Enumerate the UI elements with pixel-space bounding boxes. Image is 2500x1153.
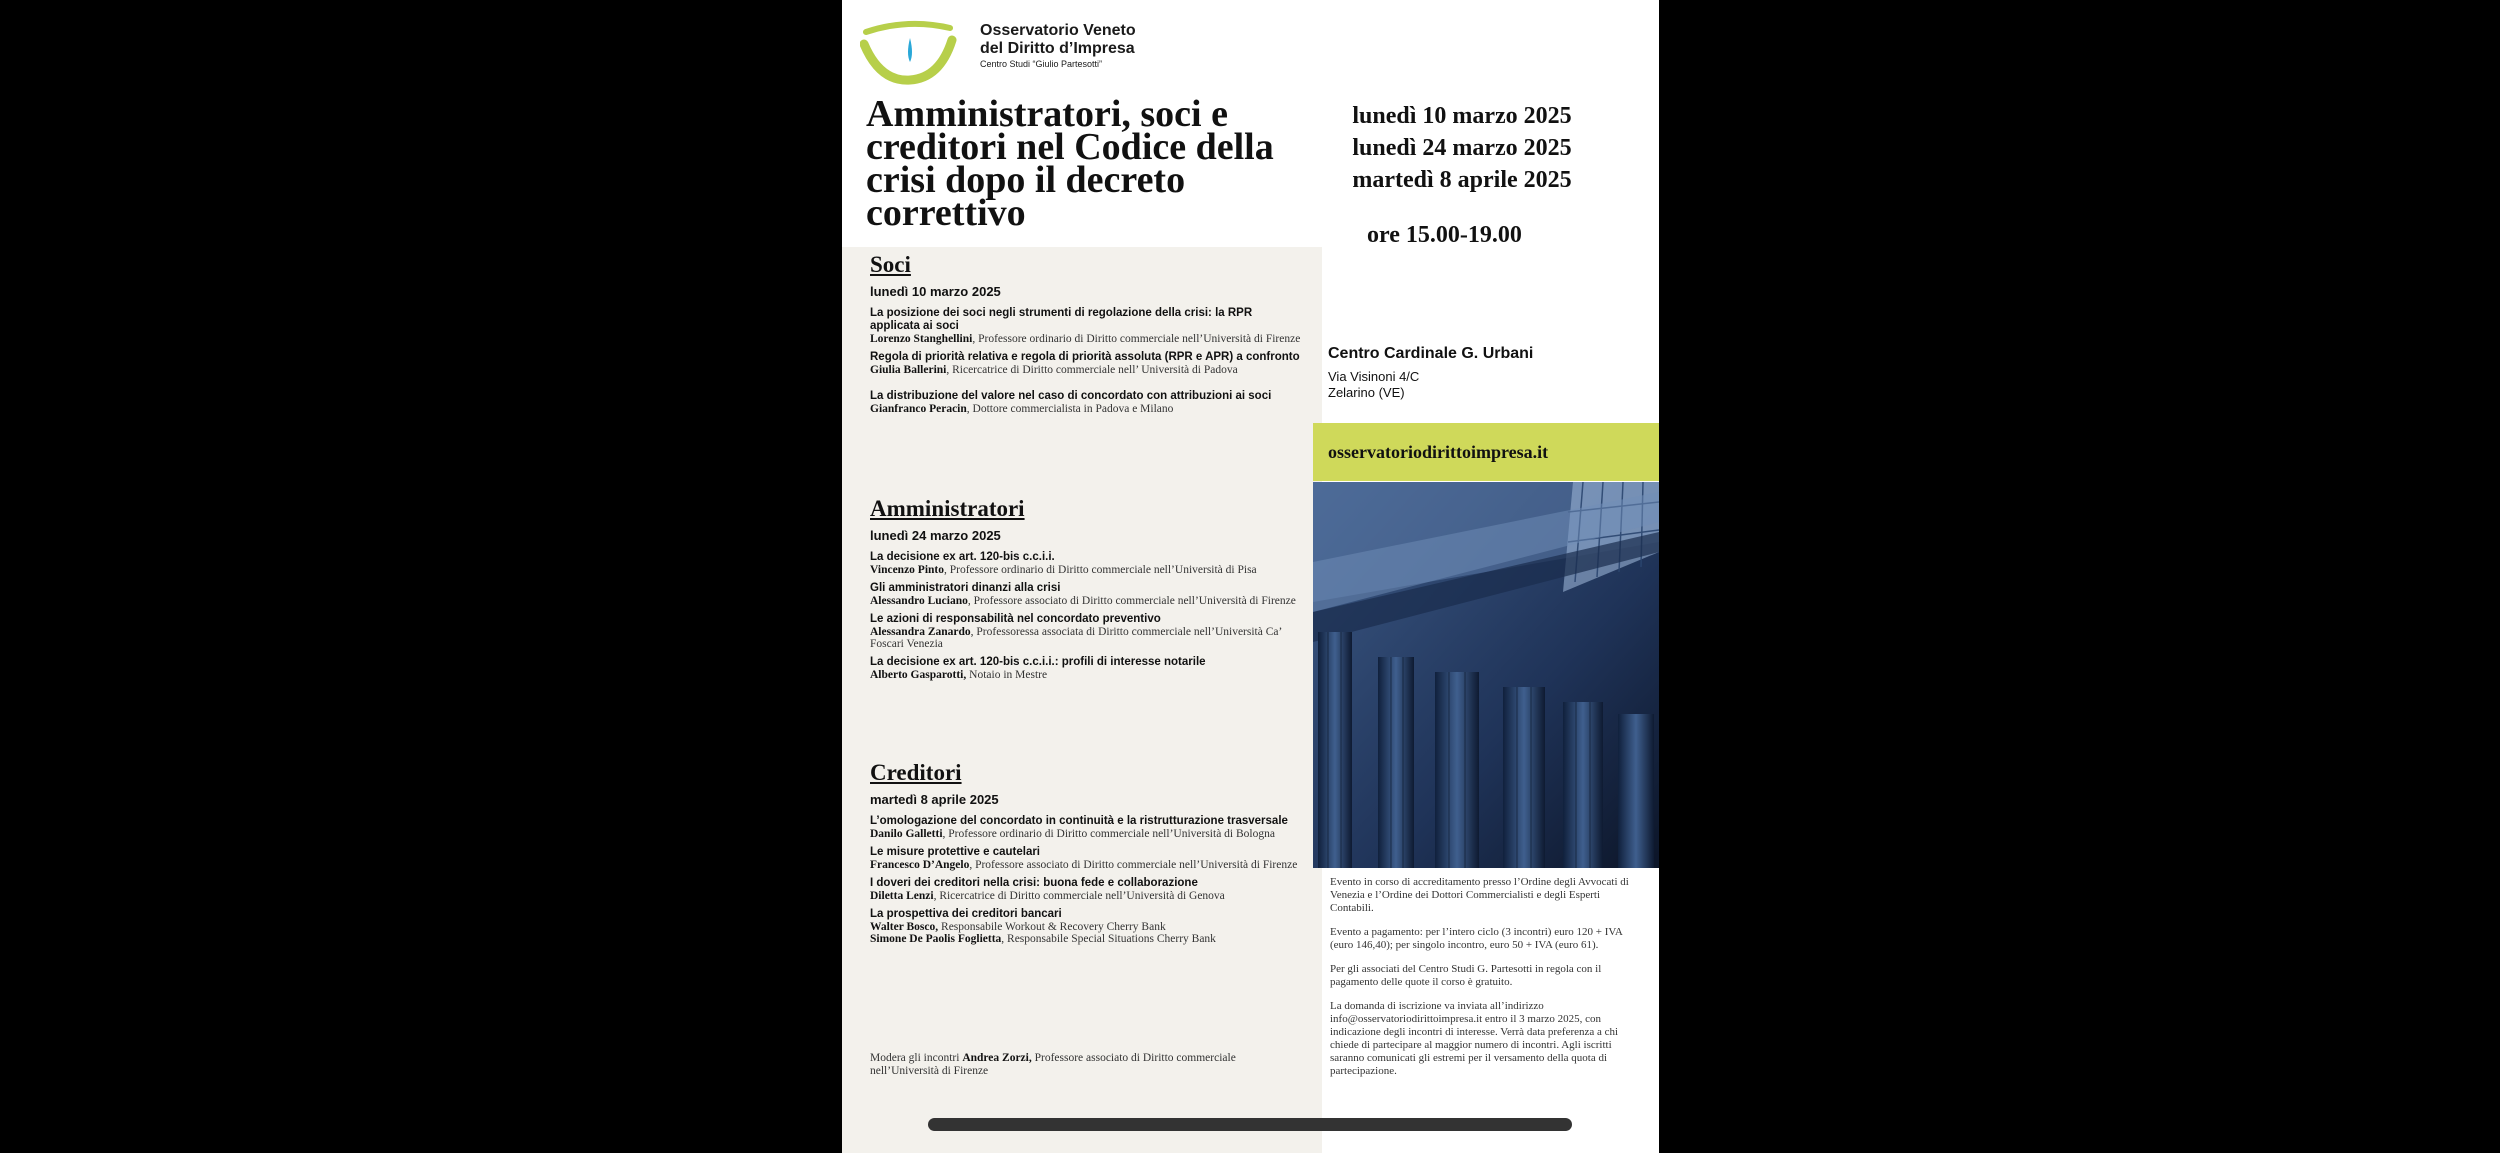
- website-link[interactable]: osservatoriodirittoimpresa.it: [1328, 442, 1549, 462]
- talk-item: [870, 551, 1305, 576]
- date-3: martedì 8 aprile 2025: [1352, 167, 1572, 193]
- talk-item: [870, 613, 1305, 650]
- org-line-1: Osservatorio Veneto: [980, 22, 1136, 39]
- talk-speaker: Danilo Galletti, Professore ordinario di Diritto commerciale nell’Università di Bologna: [870, 828, 1275, 840]
- talk-speaker: Lorenzo Stanghellini, Professore ordinario di Diritto commerciale nell’Università di Firenze: [870, 333, 1301, 345]
- info-accreditation: Evento in corso di accreditamento presso l’Ordine degli Avvocati di Venezia e l’Ordine dei Dottori Commercialisti e degli Esperti Contabili.: [1330, 876, 1629, 914]
- event-title: Amministratori, soci e creditori nel Codice della crisi dopo il decreto correttivo: [866, 93, 1274, 234]
- talk-speaker-2: Simone De Paolis Foglietta, Responsabile Special Situations Cherry Bank: [870, 933, 1216, 945]
- talk-item: [870, 390, 1305, 415]
- info-members: Per gli associati del Centro Studi G. Partesotti in regola con il pagamento delle quote il corso è gratuito.: [1330, 963, 1602, 988]
- section-heading: Soci: [870, 252, 911, 277]
- date-1: lunedì 10 marzo 2025: [1352, 103, 1572, 129]
- talk-item: [870, 307, 1305, 345]
- organization-name: [980, 22, 1136, 70]
- section-creditori: [870, 760, 1305, 951]
- talk-title: Le azioni di responsabilità nel concordato preventivo: [870, 613, 1161, 625]
- talk-speaker: Giulia Ballerini, Ricercatrice di Diritto commerciale nell’ Università di Padova: [870, 364, 1238, 376]
- section-heading: Amministratori: [870, 496, 1025, 521]
- venue-city: Zelarino (VE): [1328, 385, 1405, 400]
- colonnade-photo: [1313, 482, 1659, 868]
- talk-item: [870, 656, 1305, 681]
- talk-title: La distribuzione del valore nel caso di concordato con attribuzioni ai soci: [870, 390, 1272, 402]
- talk-speaker: Vincenzo Pinto, Professore ordinario di Diritto commerciale nell’Università di Pisa: [870, 564, 1257, 576]
- talk-speaker: Gianfranco Peracin, Dottore commercialista in Padova e Milano: [870, 403, 1174, 415]
- talk-title: L’omologazione del concordato in continuità e la ristrutturazione trasversale: [870, 815, 1288, 827]
- talk-item: [870, 877, 1305, 902]
- org-line-2: del Diritto d’Impresa: [980, 40, 1135, 57]
- date-2: lunedì 24 marzo 2025: [1352, 135, 1572, 161]
- talk-speaker: Diletta Lenzi, Ricercatrice di Diritto commerciale nell’Università di Genova: [870, 890, 1225, 902]
- venue-street: Via Visinoni 4/C: [1328, 369, 1420, 384]
- talk-item: [870, 351, 1305, 376]
- talk-speaker: Alessandra Zanardo, Professoressa associata di Diritto commerciale nell’Università Ca’ Foscari Venezia: [870, 626, 1282, 650]
- org-line-3: Centro Studi “Giulio Partesotti”: [980, 59, 1103, 69]
- event-hours: ore 15.00-19.00: [1367, 222, 1522, 248]
- section-heading: Creditori: [870, 760, 962, 785]
- venue-name: Centro Cardinale G. Urbani: [1328, 345, 1534, 362]
- talk-item: [870, 846, 1305, 871]
- info-registration: La domanda di iscrizione va inviata all’indirizzo info@osservatoriodirittoimpresa.it entro il 3 marzo 2025, con indicazione degli incontri di interesse. Verrà data preferenza a chi chiede di partecipare al maggior numero di incontri. Agli iscritti saranno comunicati gli estremi per il versamento della quota di partecipazione.: [1330, 1000, 1619, 1077]
- talk-title: Le misure protettive e cautelari: [870, 846, 1041, 858]
- talk-title: La prospettiva dei creditori bancari: [870, 908, 1062, 920]
- section-date: lunedì 10 marzo 2025: [870, 284, 1001, 299]
- talk-speaker: Walter Bosco, Responsabile Workout & Recovery Cherry Bank: [870, 921, 1166, 933]
- observatory-logo: [860, 14, 958, 88]
- talk-title: La decisione ex art. 120-bis c.c.i.i.: [870, 551, 1055, 563]
- talk-item: [870, 815, 1305, 840]
- moderator-note: Modera gli incontri Andrea Zorzi, Professore associato di Diritto commerciale nell’Università di Firenze: [870, 1052, 1236, 1077]
- talk-title: La posizione dei soci negli strumenti di regolazione della crisi: la RPR applicata ai soci: [870, 307, 1253, 332]
- talk-speaker: Francesco D’Angelo, Professore associato di Diritto commerciale nell’Università di Firenze: [870, 859, 1298, 871]
- document-page: [842, 0, 1659, 1153]
- section-date: martedì 8 aprile 2025: [870, 792, 999, 807]
- website-band: [1313, 423, 1659, 481]
- horizontal-scrollbar[interactable]: [928, 1118, 1572, 1131]
- info-notes: [1330, 876, 1635, 1089]
- talk-title: I doveri dei creditori nella crisi: buona fede e collaborazione: [870, 877, 1198, 889]
- section-soci: [870, 252, 1305, 421]
- talk-item: [870, 908, 1305, 945]
- talk-title: Gli amministratori dinanzi alla crisi: [870, 582, 1061, 594]
- section-date: lunedì 24 marzo 2025: [870, 528, 1001, 543]
- talk-title: Regola di priorità relativa e regola di priorità assoluta (RPR e APR) a confronto: [870, 351, 1300, 363]
- venue: [1328, 345, 1533, 401]
- talk-speaker: Alberto Gasparotti, Notaio in Mestre: [870, 669, 1048, 681]
- talk-item: [870, 582, 1305, 607]
- event-dates: [1302, 100, 1622, 196]
- section-amministratori: [870, 496, 1305, 687]
- talk-title: La decisione ex art. 120-bis c.c.i.i.: profili di interesse notarile: [870, 656, 1206, 668]
- info-fees: Evento a pagamento: per l’intero ciclo (3 incontri) euro 120 + IVA (euro 146,40); per singolo incontro, euro 50 + IVA (euro 61).: [1330, 926, 1623, 951]
- talk-speaker: Alessandro Luciano, Professore associato di Diritto commerciale nell’Università di Firenze: [870, 595, 1296, 607]
